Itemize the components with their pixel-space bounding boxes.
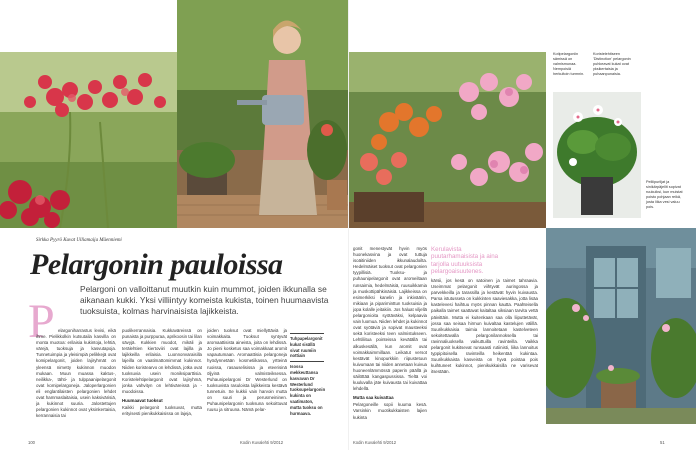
pink-highlight-quote: Kerulavista puutarhamaisista ja aina tarjolla uutuuksista pelargoaisuutenes. [431, 246, 499, 276]
photo-geranium-pots [349, 52, 546, 228]
caption-top-right: Koristelehtiseen 'Distinction' pelargonin puhkeavat kukat ovat yksikertaisia ja puhaanpunaisia. [593, 52, 631, 76]
body-subheading-1: Huumaavat tuoksut [122, 398, 163, 404]
folio-left-magazine: Kodin Kuvalehti 9/2012 [240, 440, 284, 445]
drop-cap: P [28, 295, 55, 348]
article-lead: Pelargoni on valloittanut muutkin kuin mummot, joiden ikkunalla se aikanaan kukki. Yksi villiintyy komeista kukista, toinen huumaavista tuoksuista, kolmas harvinaisista lajikkeista. [80, 284, 329, 316]
body-column-3 [207, 328, 287, 438]
body-column-1 [36, 328, 116, 438]
body-column-4b-text: Pelargoneille sopii kuuma kesä. Varsinkin muotikukkaisten lajien kukinta [353, 402, 427, 420]
body-column-5 [431, 278, 538, 438]
photo-woman-watering [177, 0, 348, 228]
caption-top-left: Kotipelargoniin sämissä on valmismunaa. Nempoisiä herkultoin turmnin. [553, 52, 585, 76]
pull-quote-rule-mid [290, 361, 324, 362]
folio-right-magazine: Kodin Kuvalehti 9/2012 [353, 440, 397, 445]
body-column-4 [353, 246, 427, 438]
pull-quote-part-2: Isossa mekkeuttansa kasvavan Dr Westerlund tuoksupelargonin kukinta on vaatimaton, mutta tuoksu on hurmaava. [290, 364, 326, 416]
spread-gutter [348, 0, 349, 450]
photo-red-geranium [0, 52, 177, 228]
body-column-2b-text: Kaikki pelargonit tuoksuvat, mutta erityisesti pienikukkaisissa on lajeja, [122, 405, 202, 417]
article-title: Pelargonin pauloissa [30, 248, 283, 281]
page-number-left: 100 [28, 440, 35, 445]
pull-quote-rule-top [290, 333, 324, 334]
body-subheading-2: Mutta saa kuivattaa [353, 395, 394, 401]
photo-garden-shed [546, 228, 696, 424]
page-number-right: 51 [660, 440, 665, 445]
body-column-1-text: elargoniharrastus levisi, eikä ihme. Pielikkolkin kutsutaila kasvilla on monta muotoa: erilaisia kukintoja, lehtiä, värejä, tuoksuja ja kasvutapoja. Tunnetuimpia ja yleisimpiä pelikkejä ovat komipelargonit, joiden lajiryhmät on yleensä nimetty kukinnon muodon mukaan. Muun muassa kaktus-, neilikka-, tähti- ja tulppaanipelargonit ovat komipelargoneja. Jaloperlargonien eli englantilaisten pelargonien lehdet ovat hammaslaitaisia, usein kaksivärisiä, ja kukinnot suuria. Jalostettujen pelargonien kukinnot ovat yksinkertaisia, kerrannaisia tai [36, 328, 116, 419]
body-column-3-text: joiden tuoksut ovat miellyttäviä ja voimakkaita. Tuoksut syntyvät aromaattisista aineista, joita on lehdissä. Jo pieni kosketus saa voimakkaat aromit vapautumaan. Aromaattisia pelargoneja hyödynnetään kosmetiikassa, yrtteinä ruoissa, rasauselisissa ja eteerisinä öljyinä valmisteiksessa. Puhaunipelargoni Dr Westerlund on tuoksuvista rasuloista lajikkeista kestävä tunnetuin. Se kukkii vain harvoin mutta on suuri ja perusmeininen. Puhaunipelargonin tuoksuna sekoittuvat ruusu ja sitruuna. Nämä pelar- [207, 328, 287, 413]
body-column-4-text: gonit menestyvät hyvin myös huonekasvina ja ovat tuttuja isoäitiniiden ikkunalaudoilta. Hedelmäiset tuoksut ovat pelargonien tyypillisiä. Tuoksu- ja puhaunipelargonit ovat aromeiltaan runsaimia, hedelmäisiä, ruusuikkamia ja muskottipähkinäisiä. Lajikkeissa on esimerkiksi kanelin ja inkiväärin, mikiaan ja pipariminttun tuoksuisia ja jopa kolalle jeitakiin. Jos haluat viljellä pelargonioita syötäväksi, kelpaavia vain luomua. Niiden lehdet ja kukinnot ovat syötäviä ja sopivat mausteeksi sekä koristeeksi teen valmistukseen. Lehtiliitua pointeissa kevätällä tai alkuskesällä, kun aromit ovat voimakkaimmillaan. Leikatut versot kestävät kinopurkkiin riipustetuun kuivumaan tai niiden annetaan kuivua huoneenlämmössä paperin päällä ja säilöttää kangaspussissa. Tieltä voi kuuluvalla jäte kuivausta tai kuivattaa lehdellä. [353, 246, 427, 392]
pull-quote [290, 331, 324, 416]
body-column-2-text: puolikerrannaisia. Kukkaväreissä on punaista ja purppuraa, aprikoosin tai lilan sävyjä. Kukkien muodot, mikäli ja terälehtien kiertoviiri ovat lajilla ja lajikkeilla erilaisia. Luonnonvaraisilla lajeilla on vaatimattomimmat kukinnot. Niiden koristearvo on lehdissä, jotka ovat tuoksuvia usein moniksiparttisia. Koristelehtipelargonit ovat lajiryhmä, jonka vahvityn on lehtiväreissä ja -muodoissa. [122, 328, 202, 394]
photo-credit: Sirkka Pyyrö Kuvat Ulliamaija Mäenniemi [36, 238, 122, 243]
caption-side: Pelliipuriljat ja sinikärpäjellit sopivat ruukuiksi, kun muistat poisto pohjaan reikä, josta liika vesi valuu pois. [646, 180, 683, 209]
photo-white-pelargonium [553, 92, 641, 218]
pull-quote-part-1: Tuhpapelargonit kukat sisällä sivat ruumiin nottiain [290, 336, 323, 359]
body-column-5-text: kärsii, jos kesä on satoinen ja taimet tahraavia. Useimmat pelargonit viihtyvät auringossa ja parvekkeilla ja tarassilla ja kestävät hyvin kuivausta. Parsa istutusseta on kukkinten saaviesakka, jotta lisäa kastelevesi haihtuu myös pinnan kautta. Paahteisella paikalla taimet saattavat kaitaltaa siksiaan tarvita vettä päivittäin. Mutta ei kuitenkaan saa olla liiputtetävät, jossa saa seisaa hirmun kuivaltaa kastelujen välillä. Suurikukkaisia taimia lannoitetaan kastelveteen sekoitettavalla pelargonilannoksella tai ravinnaliuoksella vaikuttuilla ravinteilla. Vaikka pelargonit kukitsevat runsaasti rutiinisti, liika lannoitus typpipitoisella ravinteilla heikentää kukintaa. Suurikukkaista kasveista on hyvä poistaa pois kuihtuneet kukinnot, pienikukkaisilla ne varisevat itsestään. [431, 278, 538, 375]
body-column-2 [122, 328, 202, 438]
